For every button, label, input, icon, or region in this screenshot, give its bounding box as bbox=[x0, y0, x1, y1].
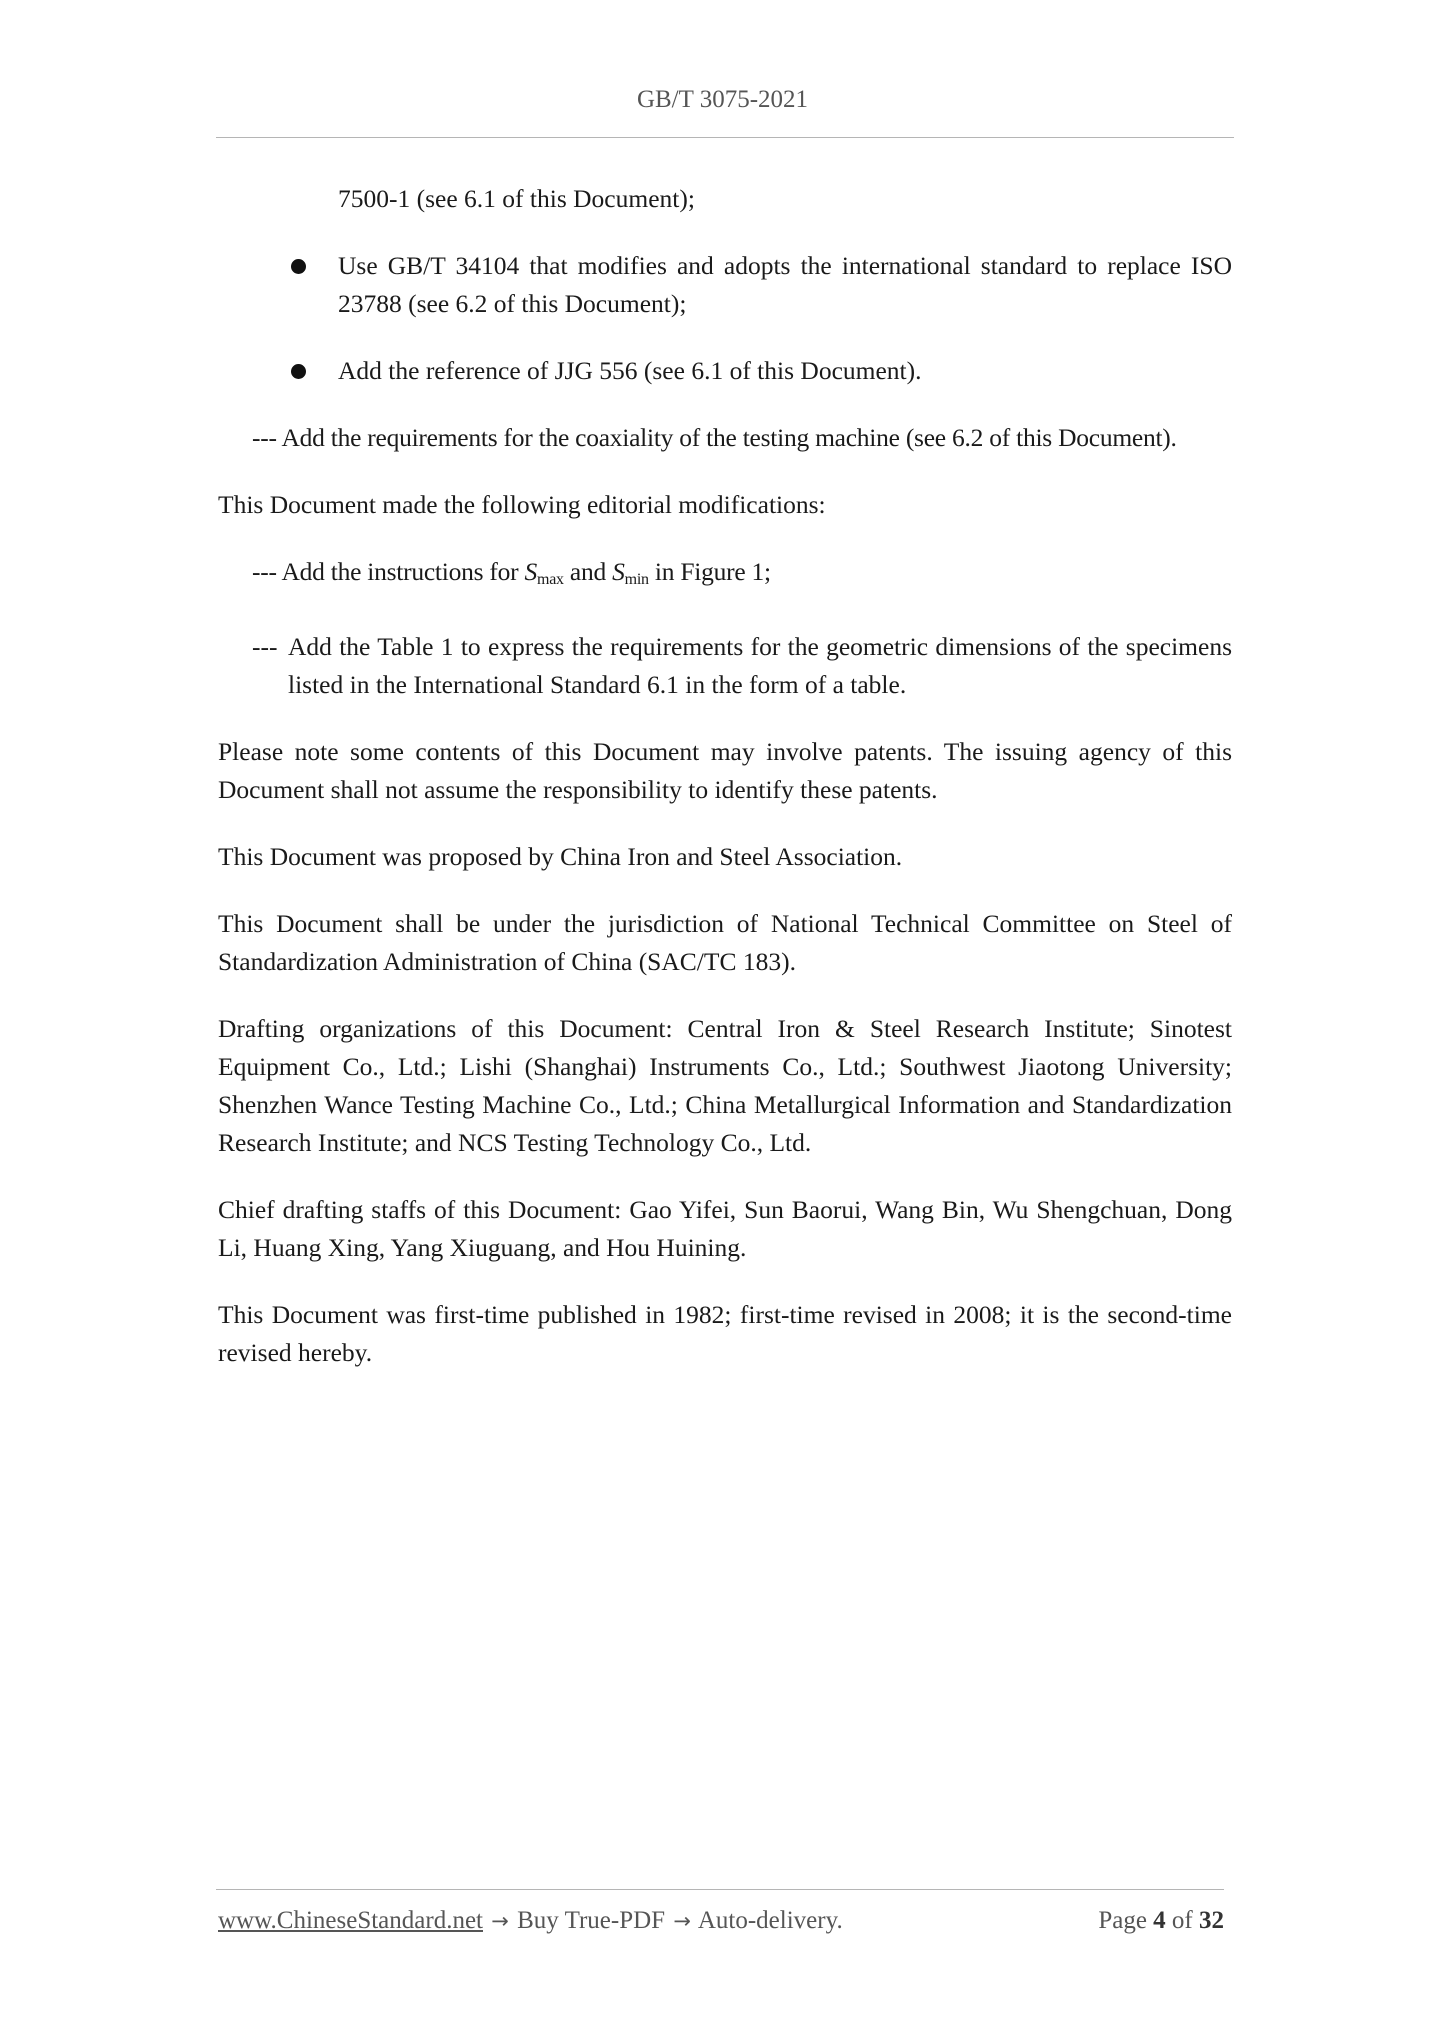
buy-true-pdf-text: Buy True-PDF bbox=[517, 1907, 666, 1934]
auto-delivery-text: Auto-delivery. bbox=[697, 1907, 843, 1934]
page-total: 32 bbox=[1199, 1907, 1224, 1934]
bullet-item bbox=[218, 352, 1232, 390]
min-subscript: min bbox=[624, 571, 649, 588]
footer-divider bbox=[216, 1889, 1224, 1890]
continued-line: 7500-1 (see 6.1 of this Document); bbox=[338, 184, 695, 213]
jurisdiction-paragraph: This Document shall be under the jurisdiction of National Technical Committee on Steel of Standardization Administration of China (SAC/TC 183). bbox=[218, 909, 1232, 976]
of-label: of bbox=[1171, 1907, 1193, 1934]
dash-item-instructions bbox=[218, 553, 1232, 599]
document-code: GB/T 3075-2021 bbox=[636, 86, 809, 113]
page-number bbox=[1098, 1907, 1224, 1935]
instructions-and: and bbox=[563, 557, 613, 586]
page-current: 4 bbox=[1153, 1907, 1166, 1934]
bullet-text: Use GB/T 34104 that modifies and adopts the international standard to replace ISO 23788 (see 6.2 of this Document); bbox=[338, 251, 1232, 318]
page-header bbox=[0, 86, 1445, 114]
publication-history-paragraph: This Document was first-time published in 1982; first-time revised in 2008; it is the second-time revised hereby. bbox=[218, 1300, 1232, 1367]
dash-item-table bbox=[218, 628, 1232, 704]
patents-paragraph: Please note some contents of this Document may involve patents. The issuing agency of this Document shall not assume the responsibility to identify these patents. bbox=[218, 737, 1232, 804]
s-min-symbol: $S_{min}$ bbox=[612, 557, 649, 588]
chief-staff-paragraph: Chief drafting staffs of this Document: Gao Yifei, Sun Baorui, Wang Bin, Wu Shengchuan, Dong Li, Huang Xing, Yang Xiuguang, and Hou Huining. bbox=[218, 1195, 1232, 1262]
arrow-right-icon: → bbox=[491, 1909, 509, 1933]
editorial-intro: This Document made the following editorial modifications: bbox=[218, 490, 826, 519]
drafting-organizations-paragraph: Drafting organizations of this Document: Central Iron & Steel Research Institute; Sinotest Equipment Co., Ltd.; Lishi (Shanghai) Instruments Co., Ltd.; Southwest Jiaotong University; Shenzhen Wance Testing Machine Co., Ltd.; China Metallurgical Information and Standardization Research Institute; and NCS Testing Technology Co., Ltd. bbox=[218, 1014, 1232, 1157]
dash-mark: --- bbox=[252, 632, 278, 661]
arrow-right-icon: → bbox=[673, 1909, 691, 1933]
page-label: Page bbox=[1098, 1907, 1147, 1934]
instructions-suffix: in Figure 1; bbox=[648, 557, 771, 586]
bullet-dot-icon bbox=[291, 259, 306, 274]
footer-promo bbox=[218, 1907, 843, 1935]
document-body bbox=[218, 180, 1232, 1401]
instructions-prefix: --- Add the instructions for bbox=[252, 557, 525, 586]
dash-item-coaxiality: --- Add the requirements for the coaxiality of the testing machine (see 6.2 of this Document). bbox=[252, 423, 1177, 452]
max-subscript: max bbox=[537, 571, 564, 588]
header-divider bbox=[216, 137, 1234, 138]
bullet-item bbox=[218, 247, 1232, 323]
bullet-text: Add the reference of JJG 556 (see 6.1 of this Document). bbox=[338, 356, 922, 385]
dash-table-text: Add the Table 1 to express the requirements for the geometric dimensions of the specimens listed in the International Standard 6.1 in the form of a table. bbox=[288, 632, 1232, 699]
proposed-paragraph: This Document was proposed by China Iron and Steel Association. bbox=[218, 842, 903, 871]
bullet-dot-icon bbox=[291, 364, 306, 379]
site-link[interactable]: www.ChineseStandard.net bbox=[218, 1907, 483, 1934]
s-max-symbol: $S_{max}$ bbox=[524, 557, 564, 588]
